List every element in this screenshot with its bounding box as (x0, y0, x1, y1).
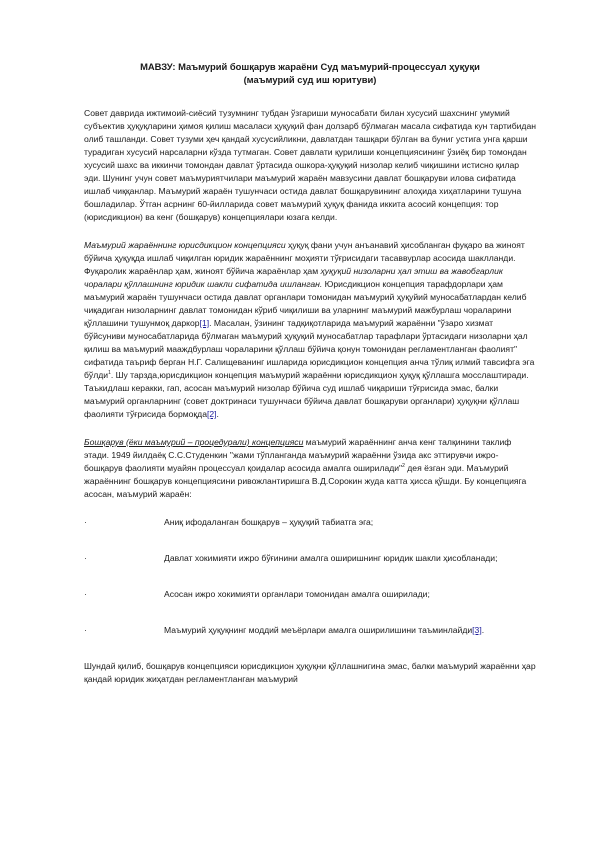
document-title (84, 60, 536, 86)
list-item (84, 588, 536, 601)
title-line-1: МАВЗУ: Маъмурий бошқарув жараёни Суд маъмурий-процессуал ҳуқуқи (140, 61, 480, 72)
list-item (84, 624, 536, 637)
paragraph-2-text-b: Юрисдикцион концепция тарафдорлари ҳам маъмурий жараён тушунчаси остида давлат органлари томонидан маъмурий ҳуқуйий муносабатлардан келиб чиқадиган низоларнинг давлат томонидан кўриб чиқилиши ва уларнинг маъмурий мажбурлаш чораларини қўллашини тушунмоқ даркор (84, 279, 527, 328)
footnote-mark-1: 1 (108, 370, 111, 377)
paragraph-2-italic: ҳуқуқий низоларни ҳал этиш ва жавобгарлик чоралари қўллашнинг юридик шакли сифатида ишланган. (84, 266, 503, 289)
paragraph-2-text-d: . Шу тарзда,юрисдикцион концепция маъмурий жараённи юрисдикцион ҳуқуқ қўллашга мосслаштиради. Таъкидлаш керакки, гап, асосан маъмурий низолар бўйича суд ишлаб чиқариши тўғрисида эмас, балки маъмурий органларнинг (совет доктринаси тушунчаси бўйича давлат бошқаруви органлари) ҳуқуқни қўллаш фаолияти тўғрисида бормоқда (84, 370, 529, 419)
paragraph-3-text-a: маъмурий жараённинг анча кенг талқинини таклиф этади. 1949 йилдаёқ С.С.Студенкин "жами тўпланганда маъмурий жараённи ўзида акс эттирувчи ижро-бошқарув фаолияти муайян процессуал қоидалар асосида амалга оширилади" (84, 437, 512, 473)
list-item (84, 552, 536, 565)
paragraph-1: Совет даврида ижтимоий-сиёсий тузумнинг тубдан ўзгариши муносабати билан хусусий шахснинг умумий субъектив ҳуқуқларини ҳимоя қилиш масаласи ҳуқуқий фан долзарб бўлмаган масала сифатида кун тартибидан олиб ташланди. Совет тузуми ҳеч қандай хусусийликни, давлатдан ташқари бўлган ва буниг устига унга қарши турадиган хусусий нарсаларни кўзда тутмаган. Совет давлати қурилиши концепциясининг ўзиёқ бир томондан хусусий шахс ва иккинчи томондан давлат ўртасида ошкора-ҳуқуқий низолар келиб чиқишини истисно қилар эди. Шунинг учун совет маъмуриятчилари маъмурий жараён мавзусини давлат бошқаруви илова сифатида ишлаб чиққанлар. Маъмурий жараён тушунчаси остида давлат бошқарувининг алоҳида хиҳатларини тушуна бошладилар. Ўтган асрнинг 60-йилларида совет маъмурий ҳуқуқ фанида иккита асосий концепция: тор (юрисдикцион) ва кенг (бошқарув) концепциялари юзага келди. (84, 108, 536, 222)
paragraph-2 (84, 239, 536, 421)
bullet-dot: · (84, 589, 87, 599)
footnote-link-3[interactable]: [3] (472, 625, 482, 635)
bullet-dot: · (84, 625, 87, 635)
management-concept-term: Бошқарув (ёки маъмурий – процедурали) концепцияси (84, 437, 304, 447)
list-item-text: Аниқ ифодаланган бошқарув – ҳуқуқий табиатга эга; (164, 517, 374, 527)
list-item-text: Маъмурий ҳуқуқнинг моддий меъёрлари амалга оширилишини таъминлайди (164, 625, 473, 635)
footnote-mark-2: 2 (402, 463, 405, 470)
paragraph-4: Шундай қилиб, бошқарув концепцияси юрисдикцион ҳуқуқни қўллашнигина эмас, балки маъмурий жараённи ҳар қандай юридик жиҳатдан регламентланган маъмурий (84, 661, 536, 684)
footnote-link-2[interactable]: [2] (206, 409, 217, 419)
footnote-link-1[interactable]: [1] (199, 318, 210, 328)
bullet-dot: · (84, 517, 87, 527)
list-item-end: . (481, 625, 485, 635)
paragraph-3-text-b: дея ёзган эди. Маъмурий жараённинг бошқарув концепциясини ривожлантиришга В.Д.Сорокин жуда катта ҳисса қўшди. Бу концепцияга асосан, маъмурий жараён: (84, 463, 527, 499)
list-item-text: Асосан ижро хокимияти органлари томонидан амалга оширилади; (164, 589, 430, 599)
list-item-text-wrap (84, 624, 536, 637)
list-item-text: Давлат хокимияти ижро бўғинини амалга оширишнинг юридик шакли ҳисобланади; (164, 553, 498, 563)
paragraph-3 (84, 436, 536, 501)
jurisdictional-concept-term: Маъмурий жараённинг юрисдикцион концепцияси (84, 240, 286, 250)
paragraph-2-text-c: . Масалан, ўзининг тадқиқотларида маъмурий жараённи "ўзаро хизмат бўйсуниви муносабатларида бўлмаган маъмурий ҳуқуқий муносабатлар тарафлари ўртасидаги низоларни ҳал қилиш ва маъмурий мааждбурлаш чораларини қўллаш бўйича қонун томонидан регламентланган фаолият" сифатида таъриф берган Н.Г. Салищеванинг ишларида юрисдикцион концепция анча тўлиқ илмий тавсифга эга бўлди (84, 318, 535, 380)
paragraph-2-text-e: . (216, 409, 219, 419)
paragraph-2-text-a: ҳуқуқ фани учун анъанавий ҳисобланган фуқаро ва жиноят бўйича ҳуқуқда ишлаб чиқилган юридик жараённинг моҳияти тўғрисидаги тасаввурлар асосида шаклланди. Фуқаролик жараёнлар ҳам, жиноят бўйича жараёнлар ҳам (84, 240, 525, 276)
bullet-dot: · (84, 553, 87, 563)
title-line-2: (маъмурий суд иш юритуви) (243, 74, 377, 85)
list-item (84, 516, 536, 529)
